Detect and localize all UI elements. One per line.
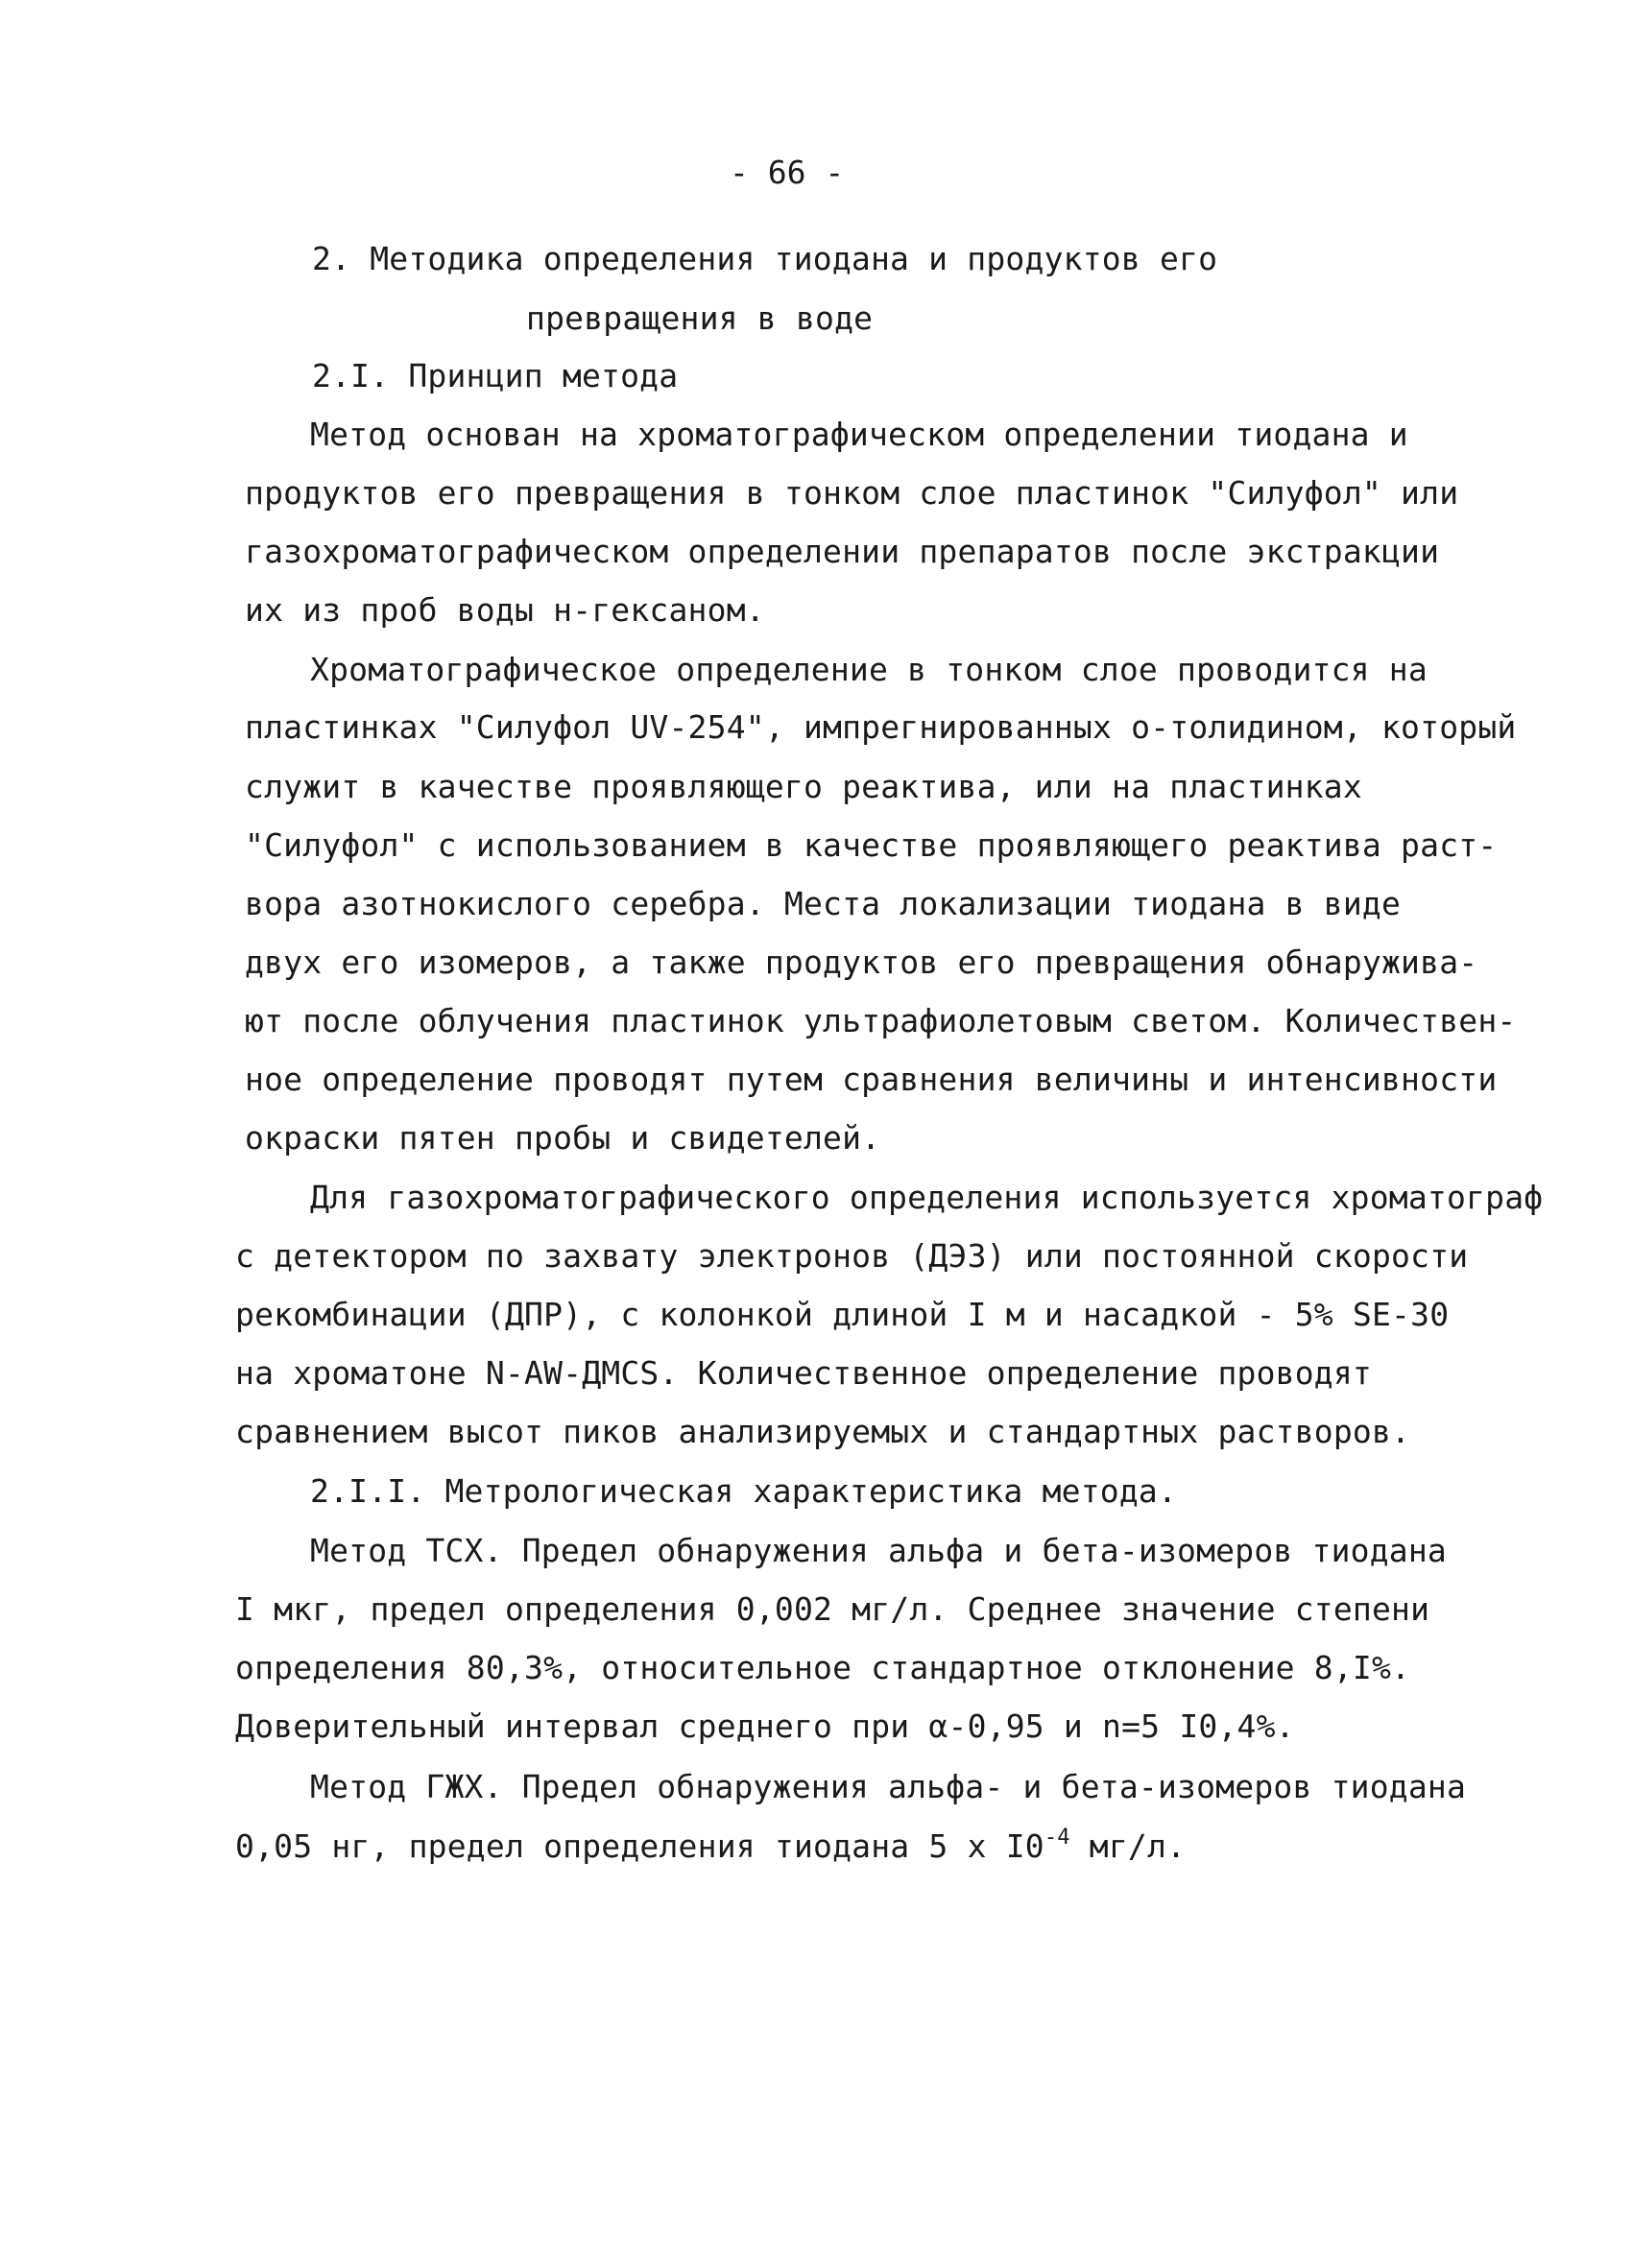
exponent: -4	[1044, 1826, 1070, 1850]
paragraph2-line: пластинках "Силуфол UV-254", импрегнированных о-толидином, который	[245, 708, 1517, 746]
paragraph2-line: ное определение проводят путем сравнения величины и интенсивности	[245, 1061, 1498, 1098]
subheading-metrology: 2.I.I. Метрологическая характеристика метода.	[310, 1472, 1178, 1510]
paragraph2-line: служит в качестве проявляющего реактива, или на пластинках	[245, 768, 1362, 805]
paragraph2-line: ют после облучения пластинок ультрафиолетовым светом. Количествен-	[245, 1002, 1517, 1039]
paragraph5-line2-suffix: мг/л.	[1069, 1827, 1187, 1865]
subheading-principle: 2.I. Принцип метода	[312, 357, 679, 394]
paragraph2-line: вора азотнокислого серебра. Места локализации тиодана в виде	[245, 885, 1402, 922]
paragraph2-line: Хроматографическое определение в тонком слое проводится на	[310, 651, 1428, 688]
paragraph1-line: их из проб воды н-гексаном.	[245, 591, 765, 629]
paragraph1-line: продуктов его превращения в тонком слое пластинок "Силуфол" или	[245, 474, 1459, 512]
page-number: - 66 -	[730, 154, 845, 191]
paragraph1-line: газохроматографическом определении препаратов после экстракции	[245, 533, 1440, 570]
paragraph4-line: I мкг, предел определения 0,002 мг/л. Среднее значение степени	[235, 1590, 1430, 1628]
paragraph5-line2-prefix: 0,05 нг, предел определения тиодана 5 х I0	[235, 1827, 1044, 1865]
paragraph2-line: "Силуфол" с использованием в качестве проявляющего реактива раст-	[245, 826, 1498, 864]
paragraph3-line: на хроматоне N-AW-ДМСS. Количественное определение проводят	[235, 1354, 1372, 1392]
paragraph4-line: Доверительный интервал среднего при α-0,95 и n=5 I0,4%.	[235, 1707, 1295, 1745]
paragraph3-line: с детектором по захвату электронов (ДЭЗ) или постоянной скорости	[235, 1237, 1469, 1275]
paragraph3-line: Для газохроматографического определения используется хроматограф	[310, 1179, 1544, 1216]
paragraph4-line: определения 80,3%, относительное стандартное отклонение 8,I%.	[235, 1649, 1411, 1686]
paragraph1-line: Метод основан на хроматографическом определении тиодана и	[310, 416, 1408, 453]
paragraph2-line: окраски пятен пробы и свидетелей.	[245, 1119, 881, 1157]
section-heading-line-2: превращения в воде	[526, 299, 874, 337]
paragraph4-line: Метод ТСХ. Предел обнаружения альфа и бета-изомеров тиодана	[310, 1532, 1447, 1569]
section-heading-line-1: 2. Методика определения тиодана и продуктов его	[312, 240, 1218, 277]
paragraph3-line: сравнением высот пиков анализируемых и стандартных растворов.	[235, 1413, 1411, 1450]
paragraph2-line: двух его изомеров, а также продуктов его превращения обнаружива-	[245, 943, 1478, 981]
paragraph5-line: Метод ГЖХ. Предел обнаружения альфа- и бета-изомеров тиодана	[310, 1768, 1467, 1805]
paragraph3-line: рекомбинации (ДПР), с колонкой длиной I м и насадкой - 5% SE-30	[235, 1296, 1450, 1333]
paragraph5-line-with-exponent	[235, 1827, 1186, 1866]
